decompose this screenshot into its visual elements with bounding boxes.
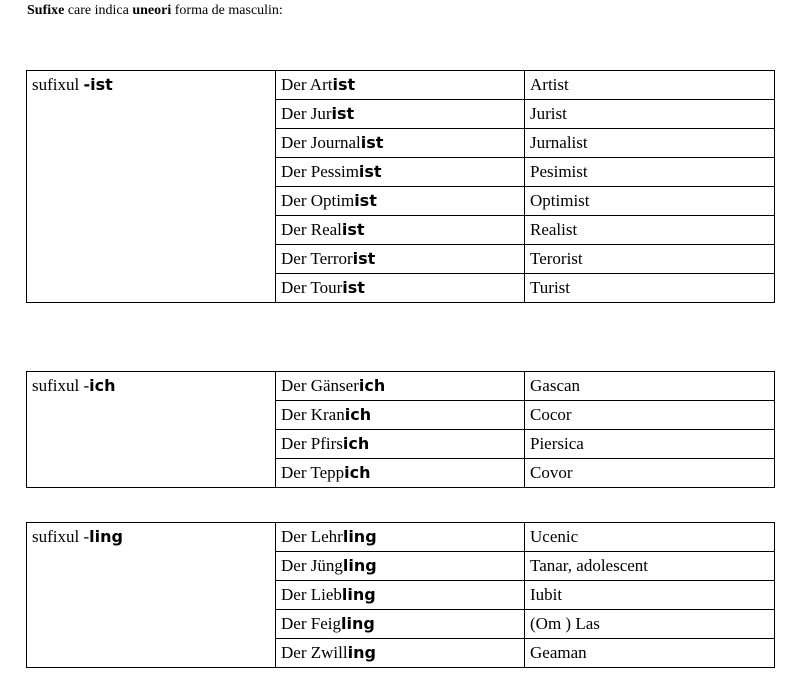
german-word-cell	[276, 610, 525, 639]
german-word-cell	[276, 459, 525, 488]
translation-cell: Realist	[525, 216, 775, 245]
translation-cell: Tanar, adolescent	[525, 552, 775, 581]
translation-cell: (Om ) Las	[525, 610, 775, 639]
suffix-label-prefix: sufixul	[32, 75, 84, 94]
german-word-cell	[276, 430, 525, 459]
word-stem: Der Jur	[281, 104, 332, 123]
suffix-table-ich	[26, 371, 775, 488]
word-suffix: ist	[331, 104, 355, 123]
german-word-cell	[276, 216, 525, 245]
suffix-label-suffix: -ist	[83, 75, 113, 94]
german-word-cell	[276, 100, 525, 129]
translation-cell: Terorist	[525, 245, 775, 274]
word-suffix: ich	[344, 463, 371, 482]
word-stem: Der Lieb	[281, 585, 342, 604]
word-stem: Der Terror	[281, 249, 353, 268]
translation-cell: Artist	[525, 71, 775, 100]
table-row	[27, 372, 775, 401]
word-suffix: ling	[340, 614, 375, 633]
word-suffix: ist	[358, 162, 382, 181]
word-stem: Der Real	[281, 220, 342, 239]
translation-cell: Iubit	[525, 581, 775, 610]
word-stem: Der Tour	[281, 278, 343, 297]
suffix-table-ling	[26, 522, 775, 668]
word-suffix: ing	[347, 643, 376, 662]
german-word-cell	[276, 129, 525, 158]
german-word-cell	[276, 187, 525, 216]
suffix-label-suffix: ich	[89, 376, 116, 395]
german-word-cell	[276, 372, 525, 401]
word-suffix: ling	[341, 585, 376, 604]
translation-cell: Optimist	[525, 187, 775, 216]
table-row	[27, 523, 775, 552]
word-stem: Der Kran	[281, 405, 345, 424]
word-stem: Der Jüng	[281, 556, 343, 575]
suffix-label-suffix: ling	[89, 527, 123, 546]
heading-bold-2: uneori	[132, 3, 172, 18]
word-stem: Der Feig	[281, 614, 341, 633]
translation-cell: Gascan	[525, 372, 775, 401]
heading-text-2: forma de masculin:	[171, 3, 283, 18]
word-suffix: ling	[342, 527, 377, 546]
word-stem: Der Tepp	[281, 463, 345, 482]
word-suffix: ich	[342, 434, 370, 453]
german-word-cell	[276, 552, 525, 581]
table-row	[27, 71, 775, 100]
word-stem: Der Optim	[281, 191, 355, 210]
translation-cell: Pesimist	[525, 158, 775, 187]
german-word-cell	[276, 158, 525, 187]
word-suffix: ist	[341, 220, 365, 239]
translation-cell: Jurnalist	[525, 129, 775, 158]
page-heading	[27, 2, 283, 20]
word-suffix: ist	[360, 133, 384, 152]
suffix-label-cell	[27, 523, 276, 668]
suffix-label-cell	[27, 372, 276, 488]
word-stem: Der Lehr	[281, 527, 343, 546]
word-stem: Der Pfirs	[281, 434, 343, 453]
german-word-cell	[276, 401, 525, 430]
suffix-label-prefix: sufixul -	[32, 527, 90, 546]
translation-cell: Piersica	[525, 430, 775, 459]
word-suffix: ist	[342, 278, 365, 297]
word-stem: Der Zwill	[281, 643, 348, 662]
translation-cell: Covor	[525, 459, 775, 488]
word-suffix: ist	[352, 249, 376, 268]
word-suffix: ich	[358, 376, 386, 395]
word-suffix: ist	[332, 75, 356, 94]
german-word-cell	[276, 581, 525, 610]
word-stem: Der Pessim	[281, 162, 359, 181]
word-stem: Der Gänser	[281, 376, 359, 395]
german-word-cell	[276, 245, 525, 274]
word-stem: Der Art	[281, 75, 333, 94]
word-stem: Der Journal	[281, 133, 361, 152]
suffix-label-prefix: sufixul -	[32, 376, 90, 395]
translation-cell: Jurist	[525, 100, 775, 129]
german-word-cell	[276, 274, 525, 303]
word-suffix: ich	[344, 405, 372, 424]
german-word-cell	[276, 523, 525, 552]
german-word-cell	[276, 71, 525, 100]
translation-cell: Turist	[525, 274, 775, 303]
translation-cell: Ucenic	[525, 523, 775, 552]
heading-text-1: care indica	[64, 3, 133, 18]
word-suffix: ist	[354, 191, 377, 210]
suffix-label-cell	[27, 71, 276, 303]
german-word-cell	[276, 639, 525, 668]
translation-cell: Geaman	[525, 639, 775, 668]
heading-bold-1: Sufixe	[27, 3, 65, 18]
suffix-table-ist	[26, 70, 775, 303]
word-suffix: ling	[342, 556, 377, 575]
translation-cell: Cocor	[525, 401, 775, 430]
